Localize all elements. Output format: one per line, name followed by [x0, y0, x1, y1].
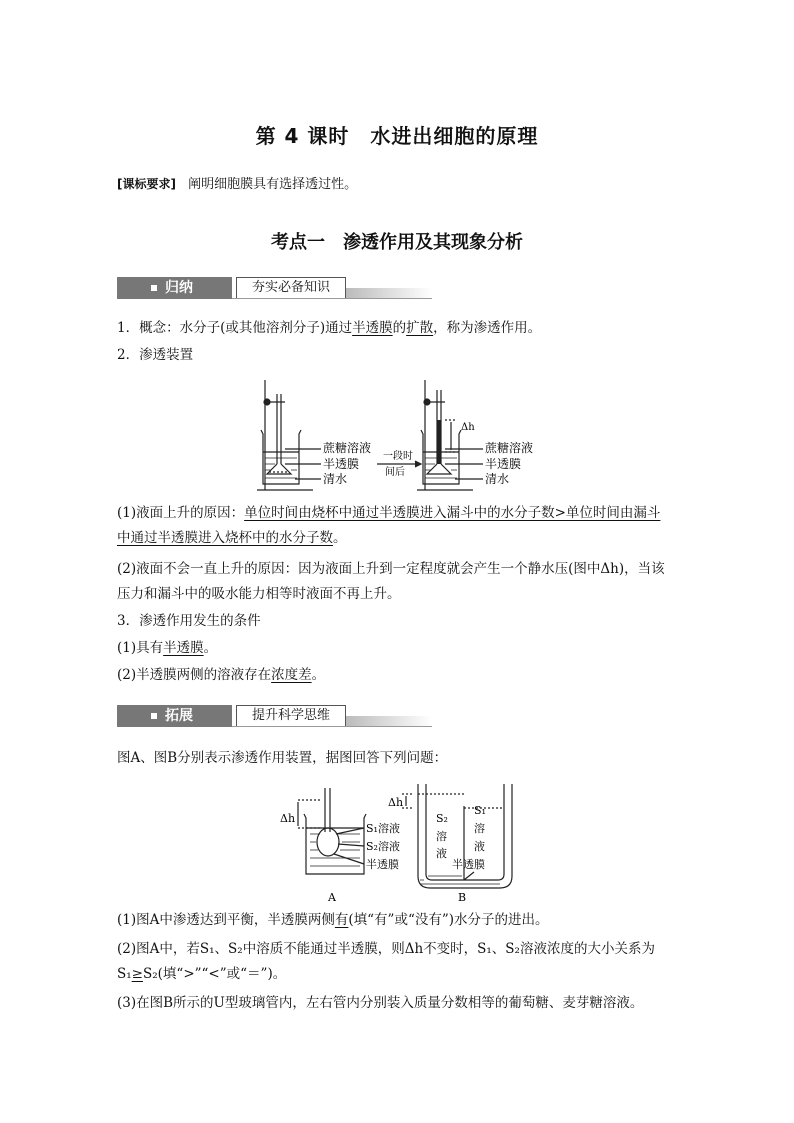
figure-a-b: [278, 784, 528, 908]
label-membrane: 半透膜: [323, 457, 360, 471]
page-title: 第 4 课时 水进出细胞的原理: [255, 124, 539, 148]
banner-extension: [117, 705, 432, 727]
label-b-delta-h: Δh: [388, 796, 404, 809]
label-b: B: [458, 891, 467, 904]
curriculum-requirement: [117, 173, 357, 192]
question-2: (2)图A中，若S₁、S₂中溶质不能通过半透膜，则Δh不变时，S₁、S₂溶液浓度的大小关系为 S₁≥S₂(填“>”“<”或“＝”)。: [117, 941, 655, 982]
banner-label: 归纳: [165, 280, 193, 296]
label-arrow-bottom: 间后: [385, 467, 405, 478]
label-b-rong-right: 溶: [474, 822, 485, 835]
conditions-heading: 3．渗透作用发生的条件: [117, 613, 261, 629]
banner-summary: [117, 277, 432, 299]
label-a-membrane: 半透膜: [366, 858, 399, 871]
condition-1: (1)具有半透膜。: [117, 640, 218, 656]
label-b-ye-right: 液: [474, 840, 485, 853]
condition-2: (2)半透膜两侧的溶液存在浓度差。: [117, 667, 326, 683]
label-b-s2: S₂: [436, 812, 448, 825]
label-a-delta-h: Δh: [280, 812, 296, 825]
square-icon: [151, 713, 157, 719]
label-s1: S₁溶液: [366, 822, 400, 835]
reason-rise: (1)液面上升的原因：单位时间由烧杯中通过半透膜进入漏斗中的水分子数>单位时间由漏斗 中通过半透膜进入烧杯中的水分子数。: [117, 505, 661, 546]
square-icon: [151, 285, 157, 291]
concept-line: 1．概念：水分子(或其他溶剂分子)通过半透膜的扩散，称为渗透作用。: [117, 320, 542, 336]
label-sucrose-right: 蔗糖溶液: [485, 441, 534, 455]
label-a: A: [328, 891, 336, 904]
label-membrane-right: 半透膜: [485, 457, 522, 471]
requirement-tag: [课标要求]: [117, 177, 176, 191]
device-heading: 2．渗透装置: [117, 347, 194, 363]
label-arrow-top: 一段时: [383, 451, 413, 462]
label-water-right: 清水: [485, 472, 510, 486]
requirement-text: 阐明细胞膜具有选择透过性。: [188, 177, 358, 192]
osmosis-apparatus-figure: [255, 372, 555, 500]
reason-stop: (2)液面不会一直上升的原因：因为液面上升到一定程度就会产生一个静水压(图中Δh)，当该 压力和漏斗中的吸水能力相等时液面不再上升。: [117, 561, 665, 602]
label-s2: S₂溶液: [366, 840, 400, 853]
banner-subtitle: 夯实必备知识: [236, 277, 346, 299]
banner-label: 拓展: [165, 708, 193, 724]
section-heading: 考点一 渗透作用及其现象分析: [271, 232, 523, 253]
label-sucrose: 蔗糖溶液: [323, 441, 372, 455]
label-b-rong-left: 溶: [436, 830, 447, 843]
banner-subtitle: 提升科学思维: [236, 705, 346, 727]
label-delta-h: Δh: [461, 422, 475, 433]
label-b-ye-left: 液: [436, 847, 447, 860]
figure-intro: 图A、图B分别表示渗透作用装置，据图回答下列问题：: [117, 750, 448, 766]
label-water: 清水: [323, 472, 348, 486]
label-b-membrane: 半透膜: [452, 858, 485, 871]
question-1: (1)图A中渗透达到平衡，半透膜两侧有(填“有”或“没有”)水分子的进出。: [117, 912, 549, 928]
question-3: (3)在图B所示的U型玻璃管内，左右管内分别装入质量分数相等的葡萄糖、麦芽糖溶液。: [117, 995, 644, 1011]
label-b-s1: S₁: [474, 804, 486, 817]
